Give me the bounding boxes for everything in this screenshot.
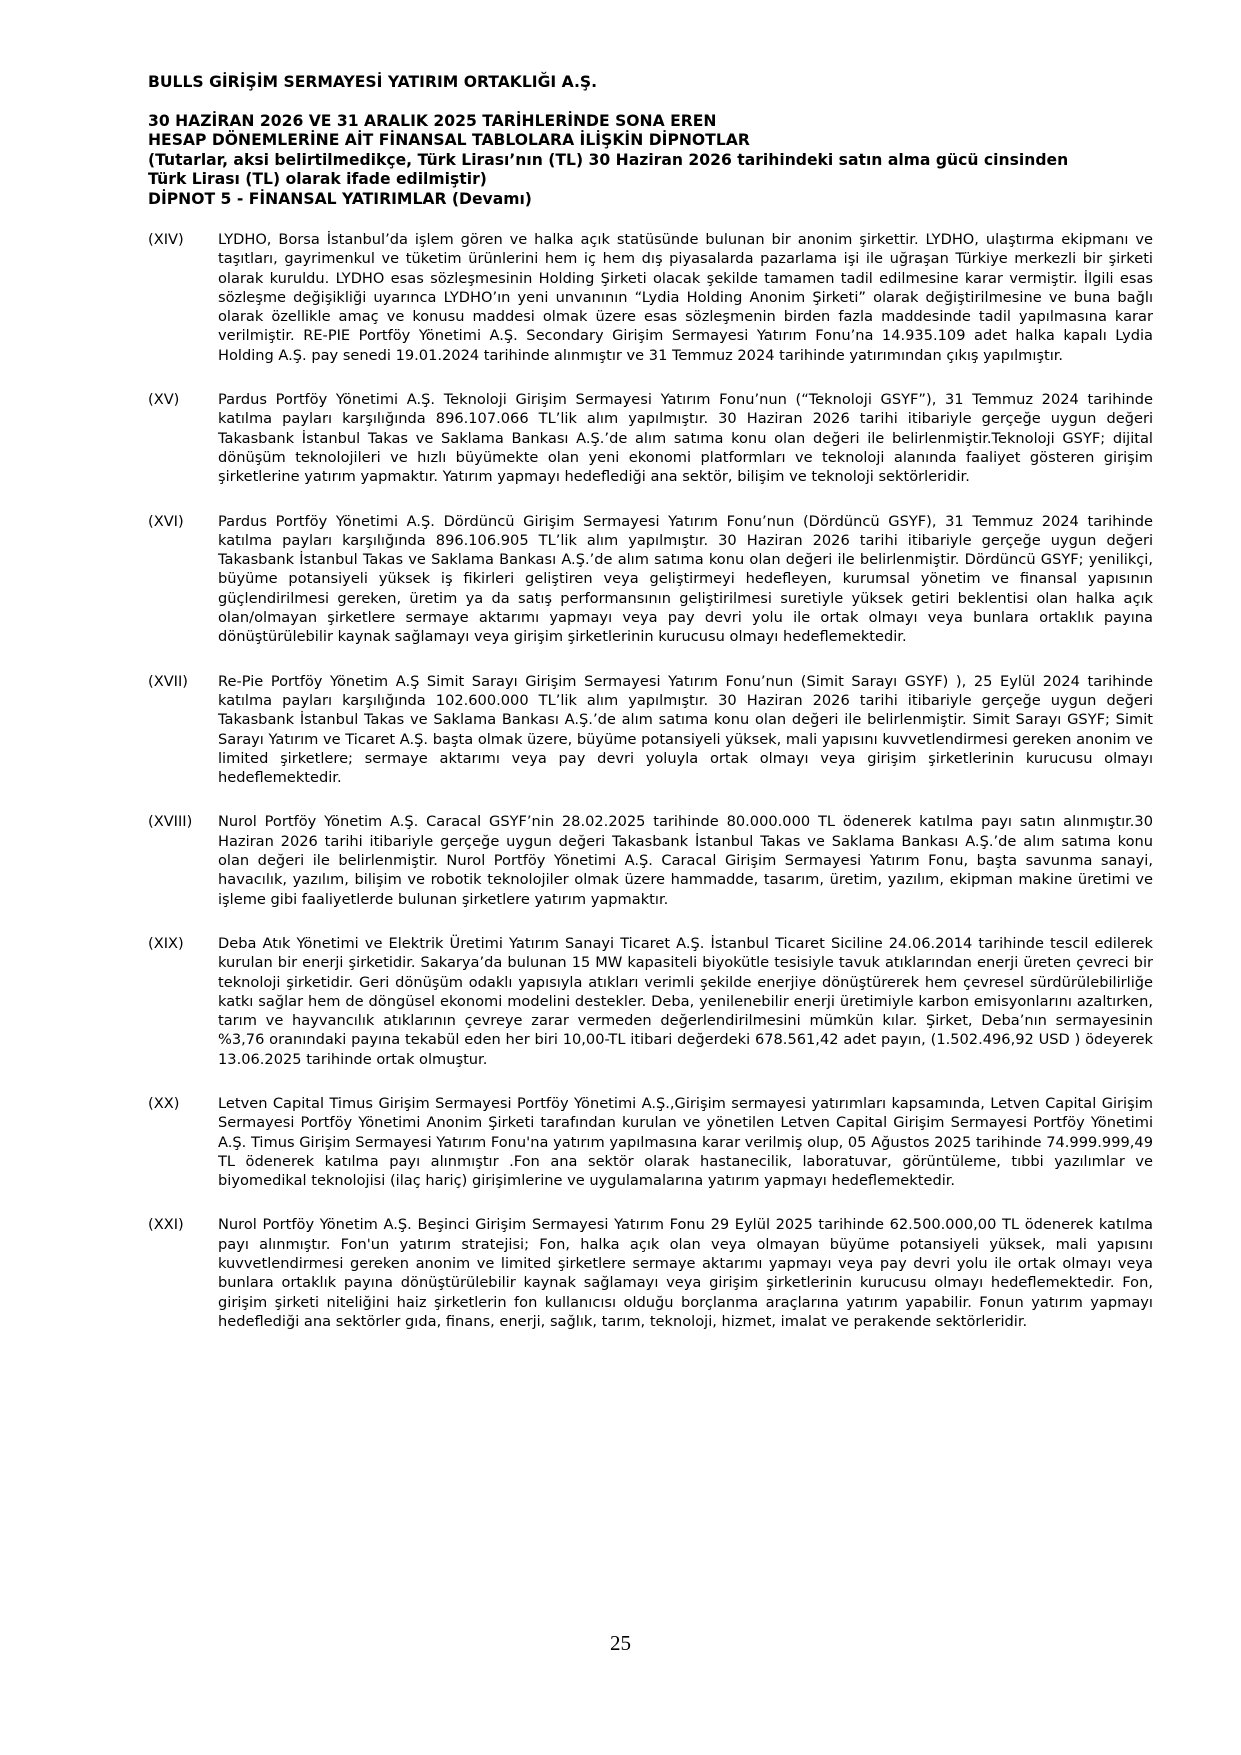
note-number: (XXI) bbox=[148, 1216, 184, 1234]
note-text: Pardus Portföy Yönetimi A.Ş. Dördüncü Girişim Sermayesi Yatırım Fonu’nun (Dördüncü GSYF), 31 Temmuz 2024 tarihinde katılma payları karşılığında 896.106.905 TL’lik alım yapılmıştır. 30 Haziran 2026 tarihi itibariyle gerçeğe uygun değeri Takasbank İstanbul Takas ve Saklama Bankası A.Ş.’de alım satıma konu olan değeri ile belirlenmiştir. Dördüncü GSYF; yenilikçi, büyüme potansiyeli yüksek iş fikirleri geliştiren veya geliştirmeyi hedefleyen, kurumsal yönetim ve finansal yapısının güçlendirilmesi gereken, üretim ya da satış performansının geliştirilmesi suretiyle yüksek getiri beklentisi olan halka açık olan/olmayan şirketlere sermaye aktarımı yapmayı veya pay devri yolu ile ortak olmayı veya bunlara ortaklık payına dönüştürülebilir kaynak sağlamayı veya girişim şirketlerinin kurucusu olmayı hedeflemektedir. bbox=[218, 512, 1153, 646]
note-text: Nurol Portföy Yönetim A.Ş. Beşinci Girişim Sermayesi Yatırım Fonu 29 Eylül 2025 tarihinde 62.500.000,00 TL ödenerek katılma payı alınmıştır. Fon'un yatırım stratejisi; Fon, halka açık olan veya olmayan büyüme potansiyeli yüksek, mali yapısını kuvvetlendirmesi gereken anonim ve limited şirketlere sermaye aktarımı yapmayı veya pay devri yolu ile ortak olmayı veya bunlara ortaklık payına dönüştürülebilir kaynak sağlamayı veya girişim şirketlerinin kurucusu olmayı hedeflemektedir. Fon, girişim şirketi niteliğini haiz şirketlerin fon kullanıcısı olduğu borçlanma araçlarına yatırım yapabilir. Fonun yatırım yapmayı hedeflediği ana sektörler gıda, finans, enerji, sağlık, tarım, teknoloji, hizmet, imalat ve perakende sektörleridir. bbox=[218, 1216, 1153, 1330]
note-number: (XIX) bbox=[148, 934, 184, 952]
note-number: (XVI) bbox=[148, 512, 184, 530]
note-number: (XVIII) bbox=[148, 813, 193, 831]
note-item-xvii bbox=[148, 672, 1153, 788]
note-item-xiv bbox=[148, 230, 1153, 365]
header-period-line: 30 HAZİRAN 2026 VE 31 ARALIK 2025 TARİHLERİNDE SONA EREN bbox=[148, 111, 717, 130]
company-name: BULLS GİRİŞİM SERMAYESİ YATIRIM ORTAKLIĞI A.Ş. bbox=[148, 73, 598, 91]
note-item-xvi bbox=[148, 512, 1153, 647]
note-item-xv bbox=[148, 390, 1153, 486]
note-item-xxi bbox=[148, 1215, 1153, 1331]
header-title-line: HESAP DÖNEMLERİNE AİT FİNANSAL TABLOLARA İLİŞKİN DİPNOTLAR bbox=[148, 131, 750, 150]
section-title: DİPNOT 5 - FİNANSAL YATIRIMLAR (Devamı) bbox=[148, 189, 532, 208]
header-currency-note-cont: Türk Lirası (TL) olarak ifade edilmiştir) bbox=[148, 170, 487, 189]
note-text: Re-Pie Portföy Yönetim A.Ş Simit Sarayı Girişim Sermayesi Yatırım Fonu’nun (Simit Sarayı GSYF) ), 25 Eylül 2024 tarihinde katılma payları karşılığında 102.600.000 TL’lik alım yapılmıştır. 30 Haziran 2026 tarihi itibariyle gerçeğe uygun değeri Takasbank İstanbul Takas ve Saklama Bankası A.Ş.’de alım satıma konu olan değeri ile belirlenmiştir. Simit Sarayı GSYF; Simit Sarayı Yatırım ve Ticaret A.Ş. başta olmak üzere, büyüme potansiyeli yüksek, mali yapısını kuvvetlendirmesi gereken anonim ve limited şirketlere; sermaye aktarımı veya pay devri yoluyla ortak olmayı veya girişim şirketlerinin kurucusu olmayı hedeflemektedir. bbox=[218, 672, 1153, 787]
page-number: 25 bbox=[610, 1631, 631, 1655]
note-item-xx bbox=[148, 1094, 1153, 1190]
note-number: (XV) bbox=[148, 391, 180, 409]
note-number: (XVII) bbox=[148, 672, 188, 690]
note-item-xviii bbox=[148, 812, 1153, 908]
notes-list bbox=[148, 230, 1153, 1356]
note-number: (XX) bbox=[148, 1094, 180, 1112]
header-currency-note: (Tutarlar, aksi belirtilmedikçe, Türk Lirası’nın (TL) 30 Haziran 2026 tarihindeki satın alma gücü cinsinden bbox=[148, 150, 1069, 169]
note-text: Letven Capital Timus Girişim Sermayesi Portföy Yönetimi A.Ş.,Girişim sermayesi yatırımları kapsamında, Letven Capital Girişim Sermayesi Portföy Yönetimi Anonim Şirketi tarafından kurulan ve yönetilen Letven Capital Girişim Sermayesi Portföy Yönetimi A.Ş. Timus Girişim Sermayesi Yatırım Fonu'na yatırım yapılmasına karar verilmiş olup, 05 Ağustos 2025 tarihinde 74.999.999,49 TL ödenerek katılma payı alınmıştır .Fon ana sektör olarak hastanecilik, laboratuvar, görüntüleme, tıbbi yazılımlar ve biyomedikal teknolojisi (ilaç hariç) girişimlerine ve uygulamalarına yatırım yapmayı hedeflemektedir. bbox=[218, 1094, 1153, 1190]
note-text: Deba Atık Yönetimi ve Elektrik Üretimi Yatırım Sanayi Ticaret A.Ş. İstanbul Ticaret Siciline 24.06.2014 tarihinde tescil edilerek kurulan bir enerji şirketidir. Sakarya’da bulunan 15 MW kapasiteli biyokütle tesisiyle tavuk atıklarından enerji üreten çevreci bir teknoloji şirketidir. Geri dönüşüm odaklı yapısıyla atıkları verimli şekilde enerjiye dönüştürerek hem çevresel sürdürülebilirliğe katkı sağlar hem de döngüsel ekonomi modelini destekler. Deba, yenilenebilir enerji üretimiyle karbon emisyonlarını azaltırken, tarım ve hayvancılık atıklarının çevreye zarar vermeden değerlendirilmesini mümkün kılar. Şirket, Deba’nın sermayesinin %3,76 oranındaki payına tekabül eden her biri 10,00-TL itibari değerdeki 678.561,42 adet payın, (1.502.496,92 USD ) ödeyerek 13.06.2025 tarihinde ortak olmuştur. bbox=[218, 934, 1153, 1068]
note-text: Pardus Portföy Yönetimi A.Ş. Teknoloji Girişim Sermayesi Yatırım Fonu’nun (“Teknoloji GSYF”), 31 Temmuz 2024 tarihinde katılma payları karşılığında 896.107.066 TL’lik alım yapılmıştır. 30 Haziran 2026 tarihi itibariyle gerçeğe uygun değeri Takasbank İstanbul Takas ve Saklama Bankası A.Ş.’de alım satıma konu olan değeri ile belirlenmiştir.Teknoloji GSYF; dijital dönüşüm teknolojileri ve hızlı büyümekte olan yeni ekonomi platformları ve teknoloji alanında faaliyet gösteren girişim şirketlerine yatırım yapmaktır. Yatırım yapmayı hedeflediği ana sektör, bilişim ve teknoloji sektörleridir. bbox=[218, 391, 1153, 486]
note-text: LYDHO, Borsa İstanbul’da işlem gören ve halka açık statüsünde bulunan bir anonim şirkettir. LYDHO, ulaştırma ekipmanı ve taşıtları, gayrimenkul ve tüketim ürünlerini hem iç hem dış piyasalarda pazarlama işi ile uğraşan Türkiye merkezli bir şirketi olarak kuruldu. LYDHO esas sözleşmesinin Holding Şirketi olacak şekilde tamamen tadil edilmesine karar vermiştir. İlgili esas sözleşme değişikliği uyarınca LYDHO’ın yeni unvanının “Lydia Holding Anonim Şirketi” olarak değiştirilmesine ve buna bağlı olarak özellikle amaç ve konusu maddesi olmak üzere esas sözleşmenin birden fazla maddesinde tadil yapılmasına karar verilmiştir. RE-PIE Portföy Yönetimi A.Ş. Secondary Girişim Sermayesi Yatırım Fonu’na 14.935.109 adet halka kapalı Lydia Holding A.Ş. pay senedi 19.01.2024 tarihinde alınmıştır ve 31 Temmuz 2024 tarihinde yatırımından çıkış yapılmıştır. bbox=[218, 231, 1153, 364]
note-text: Nurol Portföy Yönetim A.Ş. Caracal GSYF’nin 28.02.2025 tarihinde 80.000.000 TL ödenerek katılma payı satın alınmıştır.30 Haziran 2026 tarihi itibariyle gerçeğe uygun değeri Takasbank İstanbul Takas ve Saklama Bankası A.Ş.’de alım satıma konu olan değeri ile belirlenmiştir. Nurol Portföy Yönetimi A.Ş. Caracal Girişim Sermayesi Yatırım Fonu, başta savunma sanayi, havacılık, yazılım, bilişim ve robotik teknolojiler olmak üzere hammadde, tasarım, üretim, yazılım, ekipman makine üretimi ve işleme gibi faaliyetlerde bulunan şirketlere yatırım yapmaktır. bbox=[218, 813, 1153, 908]
note-item-xix bbox=[148, 934, 1153, 1069]
note-number: (XIV) bbox=[148, 231, 184, 248]
page-header bbox=[148, 73, 1158, 210]
